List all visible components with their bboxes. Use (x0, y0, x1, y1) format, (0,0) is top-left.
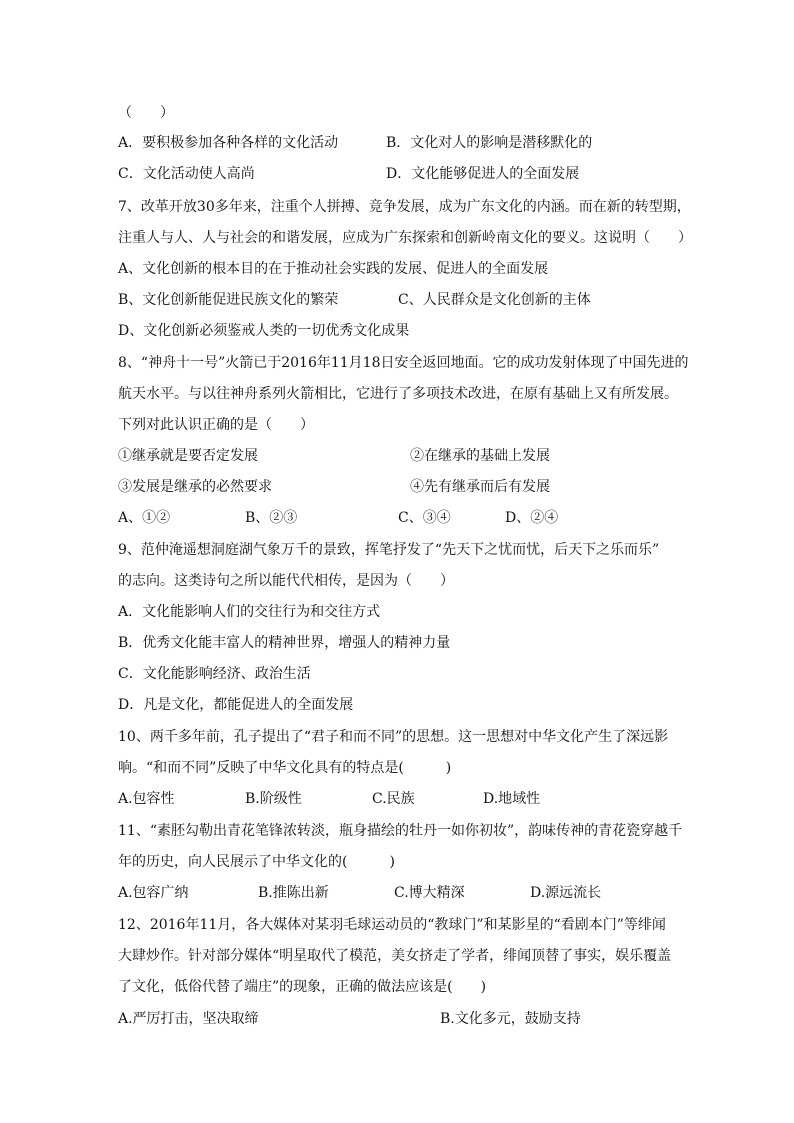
q11-option-c: C.博大精深 (394, 885, 465, 901)
q10-stem-line-2: 响。“和而不同”反映了中华文化具有的特点是( ) (118, 760, 452, 776)
q8-statement-1: ①继承就是要否定发展 (118, 448, 258, 464)
q8-option-a: A、①② (118, 510, 171, 526)
q8-stem-line-2: 航天水平。与以往神舟系列火箭相比，它进行了多项技术改进，在原有基础上又有所发展。 (118, 386, 678, 402)
q9-option-a: A．文化能影响人们的交往行为和交往方式 (118, 604, 381, 620)
q10-stem-line-1: 10、两千多年前，孔子提出了“君子和而不同”的思想。这一思想对中华文化产生了深远影 (118, 729, 669, 745)
q10-option-c: C.民族 (372, 791, 415, 807)
q11-option-b: B.推陈出新 (258, 885, 329, 901)
q11-stem-line-2: 年的历史，向人民展示了中华文化的( ) (118, 854, 395, 870)
q8-statement-3: ③发展是继承的必然要求 (118, 479, 272, 495)
q12-stem-line-2: 大肆炒作。针对部分媒体“明星取代了模范，美女挤走了学者，绯闻顶替了事实，娱乐覆盖 (118, 948, 672, 964)
q12-stem-line-1: 12、2016年11月，各大媒体对某羽毛球运动员的“教球门”和某影星的“看剧本门”等绯闻 (118, 917, 666, 933)
q9-option-d: D．凡是文化，都能促进人的全面发展 (118, 697, 354, 713)
q12-stem-line-3: 了文化，低俗代替了端庄”的现象，正确的做法应该是( ) (118, 979, 487, 995)
q9-stem-line-1: 9、范仲淹遥想洞庭湖气象万千的景致，挥笔抒发了“先天下之忧而忧，后天下之乐而乐” (118, 542, 660, 558)
q11-option-a: A.包容广纳 (118, 885, 189, 901)
q10-option-d: D.地域性 (483, 791, 541, 807)
q9-option-c: C．文化能影响经济、政治生活 (118, 666, 311, 682)
q11-stem-line-1: 11、“素胚勾勒出青花笔锋浓转淡，瓶身描绘的牡丹一如你初妆”，韵味传神的青花瓷穿越千 (118, 823, 683, 839)
q7-option-b: B、文化创新能促进民族文化的繁荣 (118, 292, 339, 308)
q8-stem-line-3: 下列对此认识正确的是（ ） (118, 417, 314, 433)
q7-option-a: A、文化创新的根本目的在于推动社会实践的发展、促进人的全面发展 (118, 261, 549, 277)
q12-option-b: B.文化多元，鼓励支持 (440, 1011, 581, 1027)
q12-option-a: A.严厉打击，坚决取缔 (118, 1011, 259, 1027)
q6-option-c: C．文化活动使人高尚 (118, 166, 255, 182)
q8-statement-2: ②在继承的基础上发展 (410, 448, 550, 464)
q11-option-d: D.源远流长 (530, 885, 602, 901)
q8-stem-line-1: 8、“神舟十一号”火箭已于2016年11月18日安全返回地面。它的成功发射体现了中国先进的 (118, 355, 689, 371)
q9-option-b: B．优秀文化能丰富人的精神世界，增强人的精神力量 (118, 635, 451, 651)
q6-option-b: B．文化对人的影响是潜移默化的 (386, 135, 593, 151)
q8-option-d: D、②④ (505, 510, 559, 526)
q7-option-c: C、人民群众是文化创新的主体 (398, 292, 591, 308)
q7-option-d: D、文化创新必须鉴戒人类的一切优秀文化成果 (118, 323, 410, 339)
q10-option-b: B.阶级性 (245, 791, 302, 807)
q6-option-d: D．文化能够促进人的全面发展 (386, 166, 580, 182)
q7-stem-line-2: 注重人与人、人与社会的和谐发展，应成为广东探索和创新岭南文化的要义。这说明（ ） (118, 230, 692, 246)
q10-option-a: A.包容性 (118, 791, 175, 807)
q6-option-a: A．要积极参加各种各样的文化活动 (118, 135, 339, 151)
q8-option-c: C、③④ (398, 510, 451, 526)
q8-statement-4: ④先有继承而后有发展 (410, 479, 550, 495)
q7-stem-line-1: 7、改革开放30多年来，注重个人拼搏、竞争发展，成为广东文化的内涵。而在新的转型期， (118, 199, 691, 215)
q6-bracket: （ ） (118, 105, 174, 121)
q8-option-b: B、②③ (245, 510, 298, 526)
q9-stem-line-2: 的志向。这类诗句之所以能代代相传，是因为（ ） (118, 573, 454, 589)
